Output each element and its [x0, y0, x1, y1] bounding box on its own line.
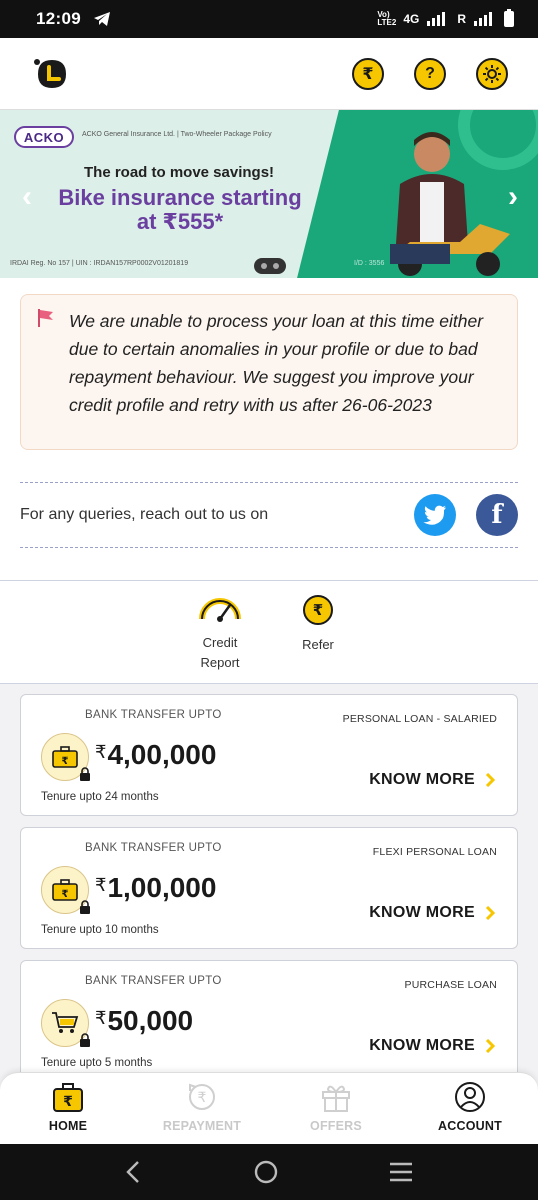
lock-icon [79, 900, 91, 914]
roaming-indicator: R [457, 12, 466, 26]
amount-value: 1,00,000 [107, 872, 217, 903]
currency-symbol: ₹ [95, 742, 107, 762]
quick-links [0, 580, 538, 684]
telegram-icon [93, 11, 111, 27]
know-more-button[interactable] [369, 1037, 495, 1055]
svg-text:₹: ₹ [61, 756, 69, 767]
know-more-button[interactable] [369, 771, 495, 789]
loan-notice [20, 294, 518, 450]
promo-banner[interactable] [0, 110, 538, 278]
card-amount [95, 739, 216, 771]
carousel-prev-icon[interactable]: ‹ [22, 180, 32, 213]
svg-text:₹: ₹ [197, 1090, 207, 1106]
chevron-right-icon [485, 906, 495, 920]
notice-message: We are unable to process your loan at this time either due to certain anomalies in your profile or due to bad repayment behaviour. We suggest you improve your credit profile and retry with us after 26-06-2023 [69, 311, 484, 415]
banner-headline: The road to move savings! [84, 164, 275, 181]
network-label: Vo) LTE2 [377, 10, 397, 27]
nav-repayment-label: REPAYMENT [162, 1119, 242, 1133]
flag-icon [35, 307, 55, 327]
twitter-icon[interactable] [414, 494, 456, 536]
nav-repayment[interactable] [152, 1081, 252, 1133]
svg-text:₹: ₹ [63, 1094, 73, 1110]
system-navigation [0, 1144, 538, 1200]
card-loan-type: FLEXI PERSONAL LOAN [372, 846, 497, 858]
bottom-navigation [0, 1072, 538, 1144]
card-amount [95, 1005, 193, 1037]
status-time: 12:09 [36, 9, 81, 28]
network-type: 4G [403, 12, 420, 26]
content-section [0, 278, 538, 580]
repayment-icon [186, 1081, 218, 1113]
banner-offer-line1: Bike insurance starting [58, 185, 302, 210]
account-icon [454, 1081, 486, 1113]
know-more-button[interactable] [369, 904, 495, 922]
carousel-indicator[interactable] [254, 258, 286, 274]
refer-label: Refer [302, 637, 334, 652]
amount-value: 4,00,000 [107, 739, 217, 770]
carousel-next-icon[interactable]: › [508, 180, 518, 213]
lock-icon [79, 767, 91, 781]
card-transfer-label: BANK TRANSFER UPTO [85, 709, 222, 721]
card-tenure: Tenure upto 5 months [41, 1057, 153, 1069]
banner-reg-text: IRDAI Reg. No 157 | UIN : IRDAN157RP0002V01201819 [10, 260, 189, 267]
chevron-right-icon [485, 773, 495, 787]
nav-account-label: ACCOUNT [438, 1119, 502, 1133]
credit-report-button[interactable] [188, 595, 252, 673]
settings-gear-icon[interactable] [476, 58, 508, 90]
nav-home-label: HOME [48, 1119, 88, 1133]
rider-illustration-icon [370, 124, 520, 278]
menu-icon[interactable] [388, 1161, 414, 1183]
signal-icon-2 [474, 12, 492, 26]
credit-report-label: Credit Report [200, 635, 240, 670]
back-icon[interactable] [124, 1160, 144, 1184]
banner-offer-line2: at ₹555* [136, 209, 224, 234]
home-circle-icon[interactable] [253, 1159, 279, 1185]
nav-account[interactable] [420, 1081, 520, 1133]
home-wallet-icon [52, 1081, 84, 1113]
amount-value: 50,000 [107, 1005, 194, 1036]
banner-brand-small: ACKO General Insurance Ltd. | Two-Wheeler Package Policy [82, 131, 272, 138]
banner-offer [50, 186, 310, 234]
card-transfer-label: BANK TRANSFER UPTO [85, 842, 222, 854]
know-more-label: KNOW MORE [369, 904, 475, 921]
app-header [0, 38, 538, 110]
help-icon[interactable]: ? [414, 58, 446, 90]
card-loan-type: PURCHASE LOAN [404, 979, 497, 991]
status-bar [0, 0, 538, 38]
acko-logo: ACKO [14, 126, 74, 148]
signal-icon [427, 12, 445, 26]
loan-card-purchase[interactable] [20, 960, 518, 1082]
lock-icon [79, 1033, 91, 1047]
card-amount [95, 872, 216, 904]
app-logo-icon [32, 54, 72, 94]
card-loan-type: PERSONAL LOAN - SALARIED [342, 713, 497, 725]
gift-icon [320, 1081, 352, 1113]
facebook-icon[interactable]: f [476, 494, 518, 536]
nav-home[interactable] [18, 1081, 118, 1133]
loan-card-personal-salaried[interactable] [20, 694, 518, 816]
support-row [20, 482, 518, 548]
nav-offers[interactable] [286, 1081, 386, 1133]
rupee-icon[interactable]: ₹ [352, 58, 384, 90]
know-more-label: KNOW MORE [369, 1037, 475, 1054]
currency-symbol: ₹ [95, 1008, 107, 1028]
svg-text:₹: ₹ [61, 889, 69, 900]
chevron-right-icon [485, 1039, 495, 1053]
nav-offers-label: OFFERS [310, 1119, 362, 1133]
currency-symbol: ₹ [95, 875, 107, 895]
battery-icon [504, 11, 514, 27]
banner-id-text: I/D : 3556 [354, 260, 385, 267]
refer-rupee-icon: ₹ [303, 595, 333, 625]
know-more-label: KNOW MORE [369, 771, 475, 788]
card-tenure: Tenure upto 10 months [41, 924, 159, 936]
support-text: For any queries, reach out to us on [20, 506, 269, 523]
refer-button[interactable] [290, 595, 346, 655]
card-tenure: Tenure upto 24 months [41, 791, 159, 803]
loan-card-flexi-personal[interactable] [20, 827, 518, 949]
speedometer-icon [198, 595, 242, 623]
card-transfer-label: BANK TRANSFER UPTO [85, 975, 222, 987]
